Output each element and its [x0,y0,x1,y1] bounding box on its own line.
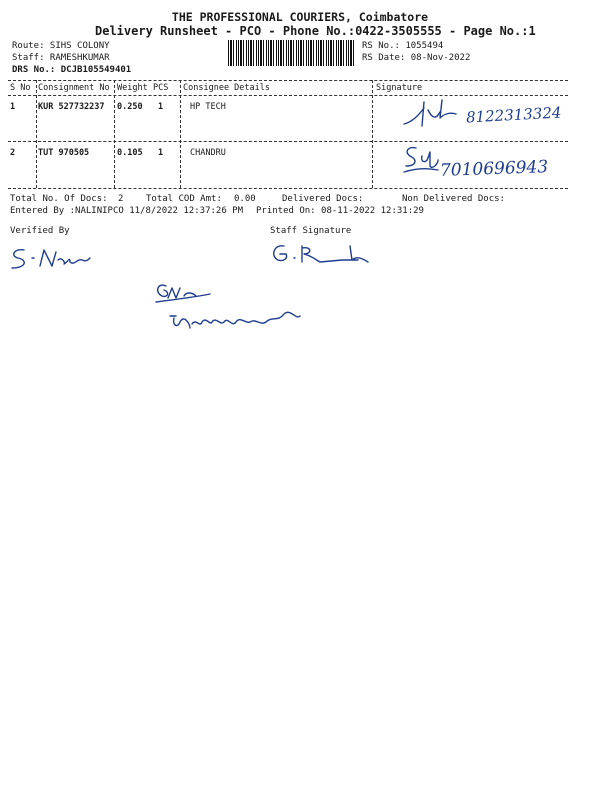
non-delivered-docs-label: Non Delivered Docs: [402,194,505,204]
runsheet-title: Delivery Runsheet - PCO - Phone No.:0422-3505555 - Page No.:1 [95,24,536,38]
table-bottom-border [8,188,568,189]
column-divider [180,80,181,188]
column-divider [114,80,115,188]
total-docs-label: Total No. Of Docs: [10,194,108,204]
entered-by: Entered By :NALINIPCO 11/8/2022 12:37:26 PM [10,206,243,216]
row1-signature-scribble [398,94,458,134]
drs-number: DRS No.: DCJB105549401 [12,65,132,75]
additional-signature-scribble [150,278,320,338]
verified-by-label: Verified By [10,226,70,236]
rs-date: RS Date: 08-Nov-2022 [362,53,471,63]
row1-sno: 1 [10,102,16,112]
row1-consignee: HP TECH [190,102,226,112]
row2-signature-phone: 7010696943 [439,157,549,181]
staff-label: Staff: RAMESHKUMAR [12,53,110,63]
header-signature: Signature [376,83,423,93]
cod-value: 0.00 [234,194,256,204]
table-header-border [8,95,568,96]
rs-number: RS No.: 1055494 [362,41,444,51]
header-pcs: PCS [153,83,169,93]
table-top-border [8,80,568,81]
header-consignment: Consignment No [38,83,110,93]
row2-pcs: 1 [158,148,164,158]
column-divider [36,80,37,188]
header-sno: S No [10,83,31,93]
total-docs-value: 2 [118,194,124,204]
row-divider [8,141,568,142]
row2-consignment: TUT 970505 [38,148,90,158]
row2-signature-scribble [400,142,440,176]
staff-signature-label: Staff Signature [270,226,352,236]
header-consignee: Consignee Details [183,83,270,93]
route-label: Route: SIHS COLONY [12,41,110,51]
row1-weight: 0.250 [117,102,143,112]
delivered-docs-label: Delivered Docs: [282,194,364,204]
row2-consignee: CHANDRU [190,148,226,158]
barcode [228,40,356,66]
row1-pcs: 1 [158,102,164,112]
row2-weight: 0.105 [117,148,143,158]
staff-signature-scribble [268,240,378,268]
row1-signature-phone: 8122313324 [465,103,562,127]
column-divider [372,80,373,188]
verifier-signature [8,246,92,272]
header-weight: Weight [117,83,148,93]
row1-consignment: KUR 527732237 [38,102,105,112]
cod-label: Total COD Amt: [146,194,222,204]
row2-sno: 2 [10,148,16,158]
printed-on: Printed On: 08-11-2022 12:31:29 [256,206,424,216]
company-title: THE PROFESSIONAL COURIERS, Coimbatore [171,10,429,24]
